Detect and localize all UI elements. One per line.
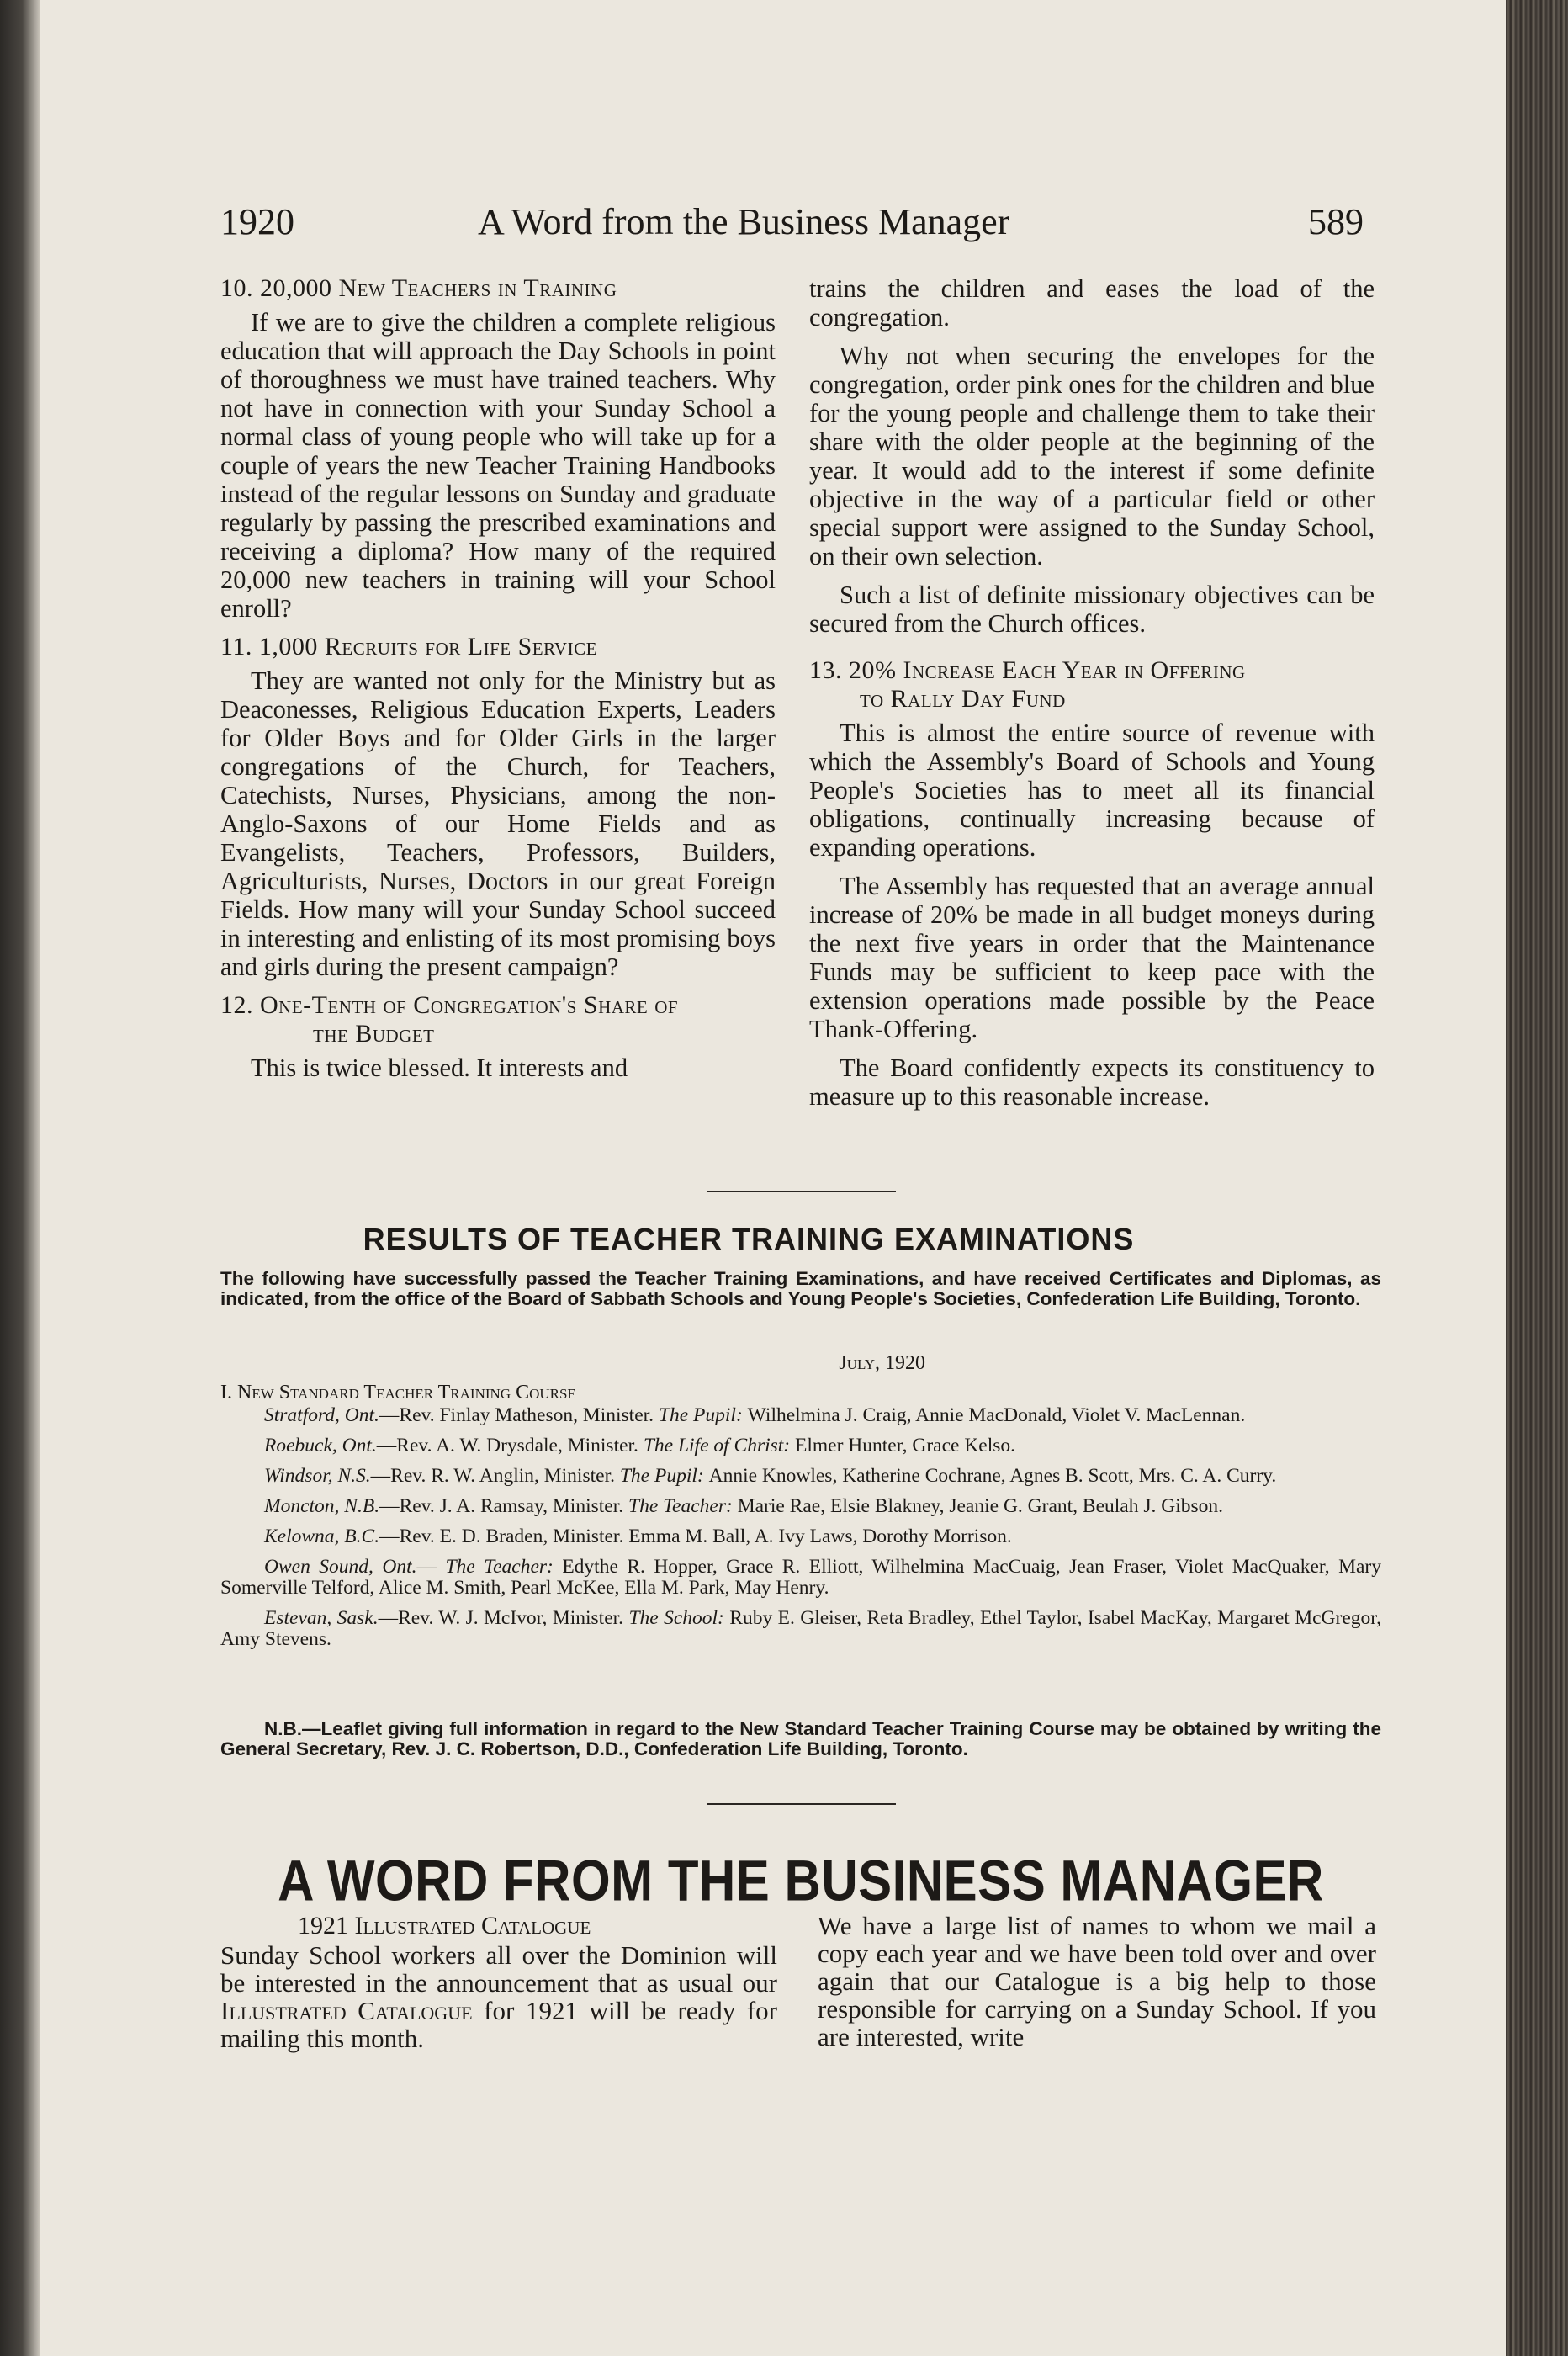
- results-entry: [220, 1466, 1381, 1487]
- results-entry: [220, 1496, 1381, 1517]
- divider-rule: [707, 1803, 896, 1805]
- entry-names: Wilhelmina J. Craig, Annie MacDonald, Violet V. MacLennan.: [747, 1404, 1246, 1426]
- running-title: A Word from the Business Manager: [478, 201, 1010, 242]
- section-12-continuation: trains the children and eases the load of the congregation.: [809, 274, 1375, 332]
- section-11-body: They are wanted not only for the Ministry but as Deaconesses, Religious Education Experts, Leaders for Older Boys and for Older Girls in the larger congregations of the Church, for Teachers, Catechists, Nurses, Physicians, among the non-Anglo-Saxons of our Home Fields and as Evangelists, Teachers, Professors, Builders, Agriculturists, Nurses, Doctors in our great Foreign Fields. How many will your Sunday School succeed in interesting and enlisting of its most promising boys and girls during the present campaign?: [220, 666, 776, 981]
- entry-minister: —Rev. A. W. Drysdale, Minister.: [376, 1435, 644, 1457]
- results-entry: [220, 1526, 1381, 1547]
- entry-subject: The Life of Christ:: [643, 1435, 795, 1457]
- catalogue-text: Sunday School workers all over the Dominion will be interested in the announcement that as usual our Illustrated Catalogue for 1921 will be ready for mailing this month.: [220, 1940, 777, 2053]
- entry-place: Stratford, Ont.: [264, 1404, 379, 1426]
- divider-rule: [707, 1191, 896, 1192]
- results-entries: [220, 1405, 1381, 1659]
- section-11-heading: 11. 1,000 Recruits for Life Service: [220, 633, 597, 661]
- business-left-column: [220, 1912, 777, 2052]
- entry-place: Owen Sound, Ont.: [264, 1556, 417, 1578]
- left-column: [220, 274, 776, 1092]
- results-entry: [220, 1557, 1381, 1599]
- entry-place: Estevan, Sask.: [264, 1607, 379, 1629]
- section-12-heading: 12. One-Tenth of Congregation's Share of the Budget: [220, 991, 679, 1048]
- entry-names: Annie Knowles, Katherine Cochrane, Agnes B. Scott, Mrs. C. A. Curry.: [708, 1465, 1277, 1487]
- entry-names: Edythe R. Hopper, Grace R. Elliott, Wilhelmina MacCuaig, Jean Fraser, Violet MacQuaker, Mary Somerville Telford, Alice M. Smith, Pearl McKee, Ella M. Park, May Henry.: [220, 1556, 1381, 1599]
- entry-subject: The Pupil:: [658, 1404, 748, 1426]
- entry-minister: —Rev. E. D. Braden, Minister.: [379, 1526, 629, 1547]
- section-12-paragraph-2: Why not when securing the envelopes for the congregation, order pink ones for the children and blue for the young people and challenge them to take their share with the older people at the beginning of the year. It would add to the interest if some definite objective in the way of a particular field or other special support were assigned to the Sunday School, on their own selection.: [809, 342, 1375, 570]
- results-date: July, 1920: [839, 1352, 925, 1374]
- section-12-body: This is twice blessed. It interests and: [251, 1053, 628, 1082]
- page-number: 589: [1308, 201, 1364, 242]
- section-13-paragraph-3: The Board confidently expects its constituency to measure up to this reasonable increase.: [809, 1053, 1375, 1111]
- results-entry: [220, 1608, 1381, 1650]
- results-title: RESULTS OF TEACHER TRAINING EXAMINATIONS: [363, 1222, 1135, 1256]
- entry-place: Moncton, N.B.: [264, 1495, 380, 1517]
- entry-minister: —Rev. J. A. Ramsay, Minister.: [379, 1495, 628, 1517]
- right-column: [809, 274, 1375, 1121]
- entry-minister: —Rev. R. W. Anglin, Minister.: [370, 1465, 620, 1487]
- entry-subject: The School:: [628, 1607, 730, 1629]
- entry-minister: —: [416, 1556, 446, 1578]
- section-10-body: If we are to give the children a complete religious education that will approach the Day Schools in point of thoroughness we must have trained teachers. Why not have in connection with your Sunday School a normal class of young people who will take up for a couple of years the new Teacher Training Handbooks instead of the regular lessons on Sunday and graduate regularly by passing the prescribed examinations and receiving a diploma? How many of the required 20,000 new teachers in training will your School enroll?: [220, 308, 776, 623]
- section-13-heading: 13. 20% Increase Each Year in Offering to Rally Day Fund: [809, 656, 1246, 713]
- entry-minister: —Rev. W. J. McIvor, Minister.: [378, 1607, 629, 1629]
- section-10-heading: 10. 20,000 New Teachers in Training: [220, 274, 617, 302]
- entry-place: Roebuck, Ont.: [264, 1435, 377, 1457]
- results-entry: [220, 1405, 1381, 1426]
- course-heading: I. New Standard Teacher Training Course: [220, 1382, 576, 1404]
- results-entry: [220, 1435, 1381, 1457]
- entry-place: Kelowna, B.C.: [264, 1526, 380, 1547]
- results-note: N.B.—Leaflet giving full information in regard to the New Standard Teacher Training Course may be obtained by writing the General Secretary, Rev. J. C. Robertson, D.D., Confederation Life Building, Toronto.: [220, 1718, 1381, 1759]
- entry-place: Windsor, N.S.: [264, 1465, 371, 1487]
- section-13-paragraph-2: The Assembly has requested that an average annual increase of 20% be made in all budget moneys during the next five years in order that the Maintenance Funds may be sufficient to keep pace with the extension operations made possible by the Peace Thank-Offering.: [809, 872, 1375, 1043]
- business-right-column: [818, 1912, 1376, 2051]
- catalogue-heading: 1921 Illustrated Catalogue: [298, 1912, 591, 1939]
- section-12-paragraph-3: Such a list of definite missionary objectives can be secured from the Church offices.: [809, 581, 1375, 638]
- section-13-paragraph-1: This is almost the entire source of revenue with which the Assembly's Board of Schools and Young People's Societies has to meet all its financial obligations, continually increasing because of expanding operations.: [809, 719, 1375, 862]
- entry-subject: The Pupil:: [619, 1465, 709, 1487]
- entry-minister: —Rev. Finlay Matheson, Minister.: [379, 1404, 659, 1426]
- business-title: A WORD FROM THE BUSINESS MANAGER: [278, 1848, 1324, 1913]
- catalogue-text-continued: We have a large list of names to whom we mail a copy each year and we have been told over and over again that our Catalogue is a big help to those responsible for carrying on a Sunday School. If you are interested, write: [818, 1911, 1376, 2051]
- entry-subject: The Teacher:: [445, 1556, 563, 1578]
- entry-names: Marie Rae, Elsie Blakney, Jeanie G. Grant, Beulah J. Gibson.: [737, 1495, 1224, 1517]
- entry-subject: The Teacher:: [628, 1495, 738, 1517]
- results-intro: The following have successfully passed the Teacher Training Examinations, and have received Certificates and Diplomas, as indicated, from the office of the Board of Sabbath Schools and Young People's Societies, Confederation Life Building, Toronto.: [220, 1268, 1381, 1309]
- header-year: 1920: [220, 201, 294, 242]
- entry-names: Emma M. Ball, A. Ivy Laws, Dorothy Morrison.: [628, 1526, 1012, 1547]
- book-spine-shadow: [0, 0, 40, 2356]
- page-edge: [1506, 0, 1568, 2356]
- entry-names: Elmer Hunter, Grace Kelso.: [795, 1435, 1016, 1457]
- entry-names: Ruby E. Gleiser, Reta Bradley, Ethel Taylor, Isabel MacKay, Margaret McGregor, Amy Stevens.: [220, 1607, 1382, 1650]
